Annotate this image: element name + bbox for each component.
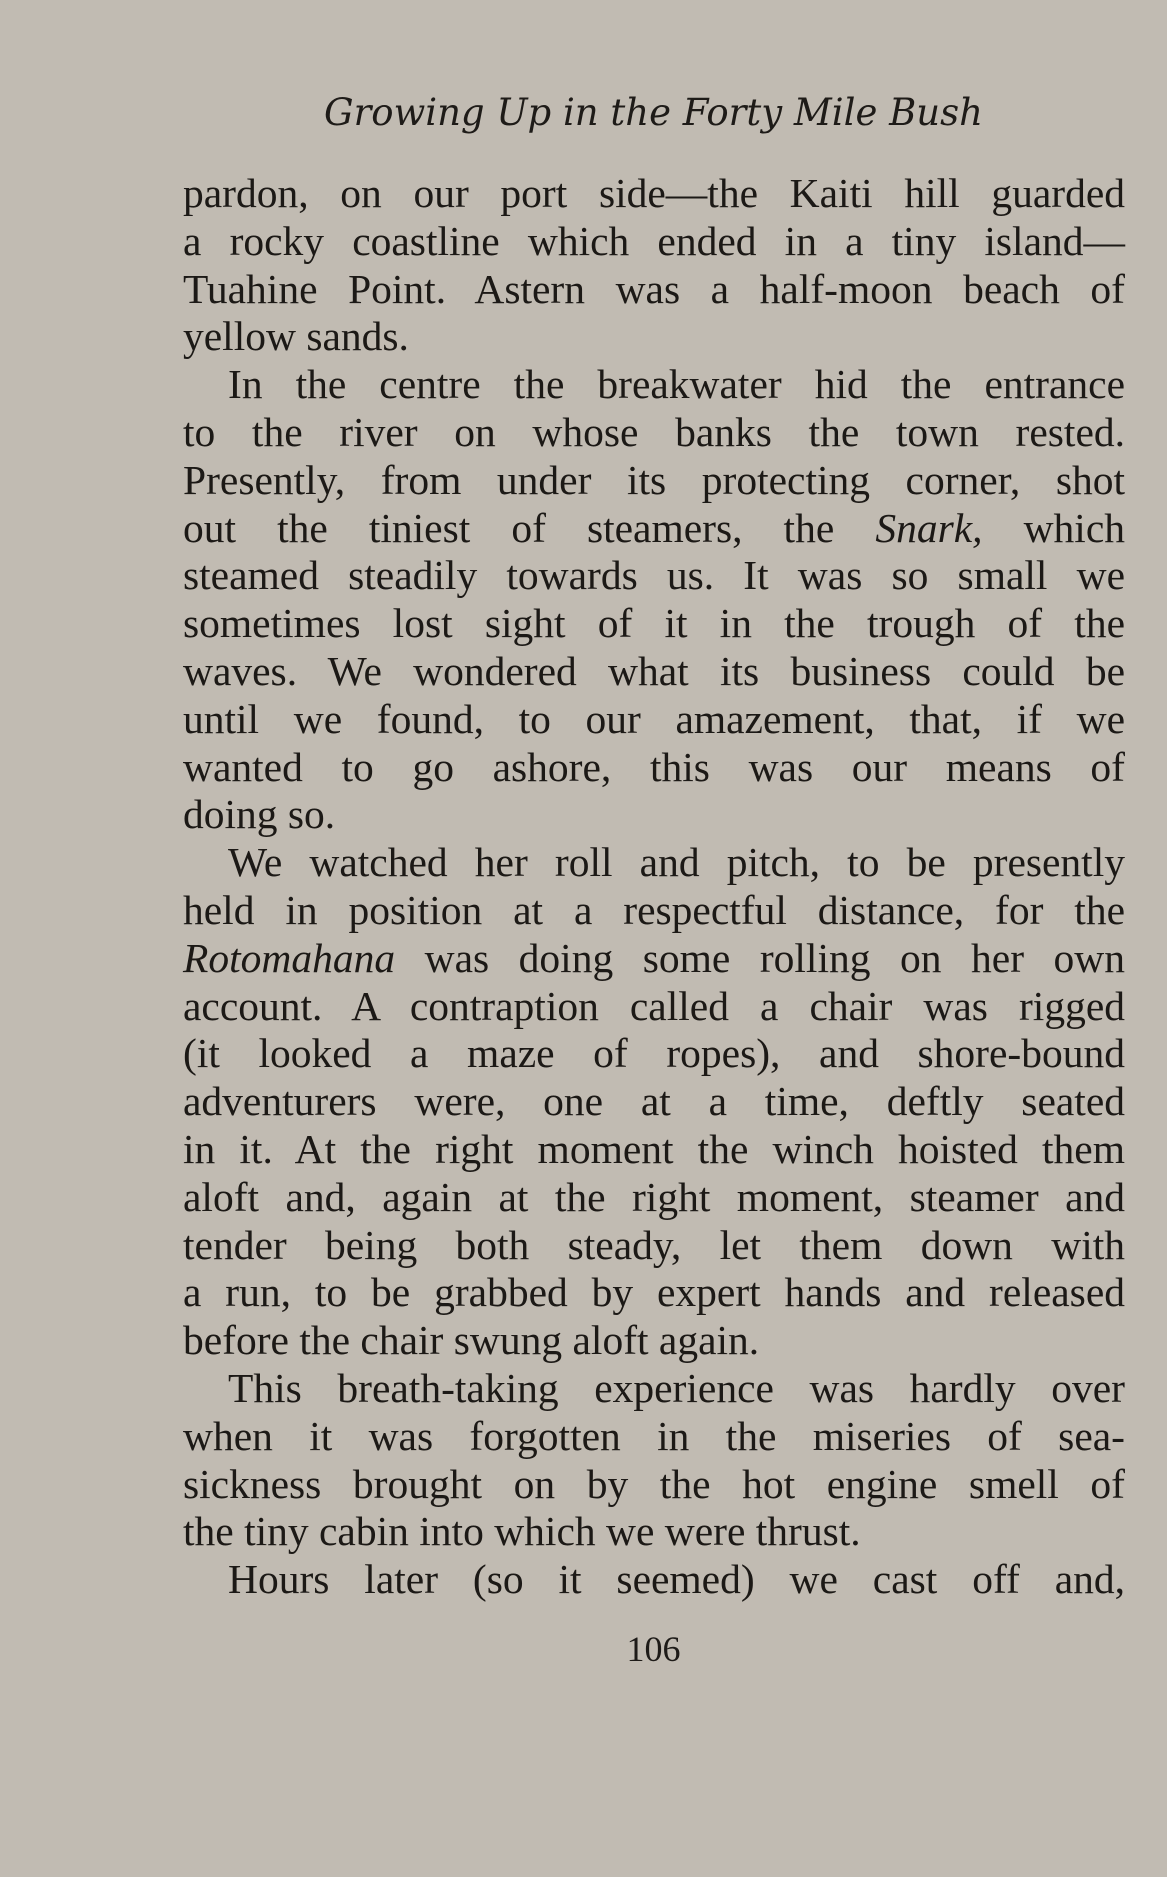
text-line: doing so.: [183, 791, 336, 838]
text-line: until we found, to our amazement, that, if we: [183, 695, 1125, 742]
text-line: (it looked a maze of ropes), and shore-bound: [183, 1030, 1125, 1077]
text-line: waves. We wondered what its business could be: [183, 647, 1125, 694]
text-line: Presently, from under its protecting corner, shot: [183, 456, 1125, 503]
text-line: to the river on whose banks the town rested.: [183, 408, 1125, 455]
text-line: pardon, on our port side—the Kaiti hill guarded: [183, 170, 1125, 216]
ship-name-rotomahana: Rotomahana: [183, 934, 396, 981]
text-line: adventurers were, one at a time, deftly seated: [183, 1078, 1125, 1125]
text-line: Hours later (so it seemed) we cast off and,: [228, 1556, 1125, 1603]
text-line: Rotomahana was doing some rolling on her own: [183, 934, 1125, 981]
text-line: account. A contraption called a chair was rigged: [183, 982, 1125, 1029]
text-line: tender being both steady, let them down with: [183, 1221, 1125, 1268]
text-line: This breath-taking experience was hardly over: [228, 1364, 1125, 1411]
body-text: [183, 170, 1125, 1604]
text-line: sometimes lost sight of it in the trough of the: [183, 600, 1125, 647]
text-line: when it was forgotten in the miseries of sea-: [183, 1412, 1125, 1459]
text-line: yellow sands.: [183, 313, 409, 360]
text-line: out the tiniest of steamers, the Snark, which: [183, 504, 1125, 551]
text-line: We watched her roll and pitch, to be presently: [228, 839, 1125, 886]
text-line: In the centre the breakwater hid the entrance: [228, 361, 1125, 408]
text-line: before the chair swung aloft again.: [183, 1317, 760, 1364]
text-line: held in position at a respectful distance, for the: [183, 886, 1125, 933]
text-line: wanted to go ashore, this was our means of: [183, 743, 1125, 790]
text-line: sickness brought on by the hot engine smell of: [183, 1460, 1125, 1507]
text-line: the tiny cabin into which we were thrust.: [183, 1508, 861, 1555]
text-line: steamed steadily towards us. It was so small we: [183, 552, 1125, 599]
text-line: in it. At the right moment the winch hoisted them: [183, 1125, 1125, 1172]
text-line: Tuahine Point. Astern was a half-moon beach of: [183, 265, 1125, 312]
running-head: Growing Up in the Forty Mile Bush: [324, 91, 983, 134]
ship-name-snark: Snark,: [875, 504, 983, 551]
page-number: 106: [626, 1629, 681, 1669]
text-line: a run, to be grabbed by expert hands and released: [183, 1269, 1125, 1316]
text-line: aloft and, again at the right moment, steamer and: [183, 1173, 1125, 1220]
text-line: a rocky coastline which ended in a tiny island—: [183, 217, 1125, 264]
